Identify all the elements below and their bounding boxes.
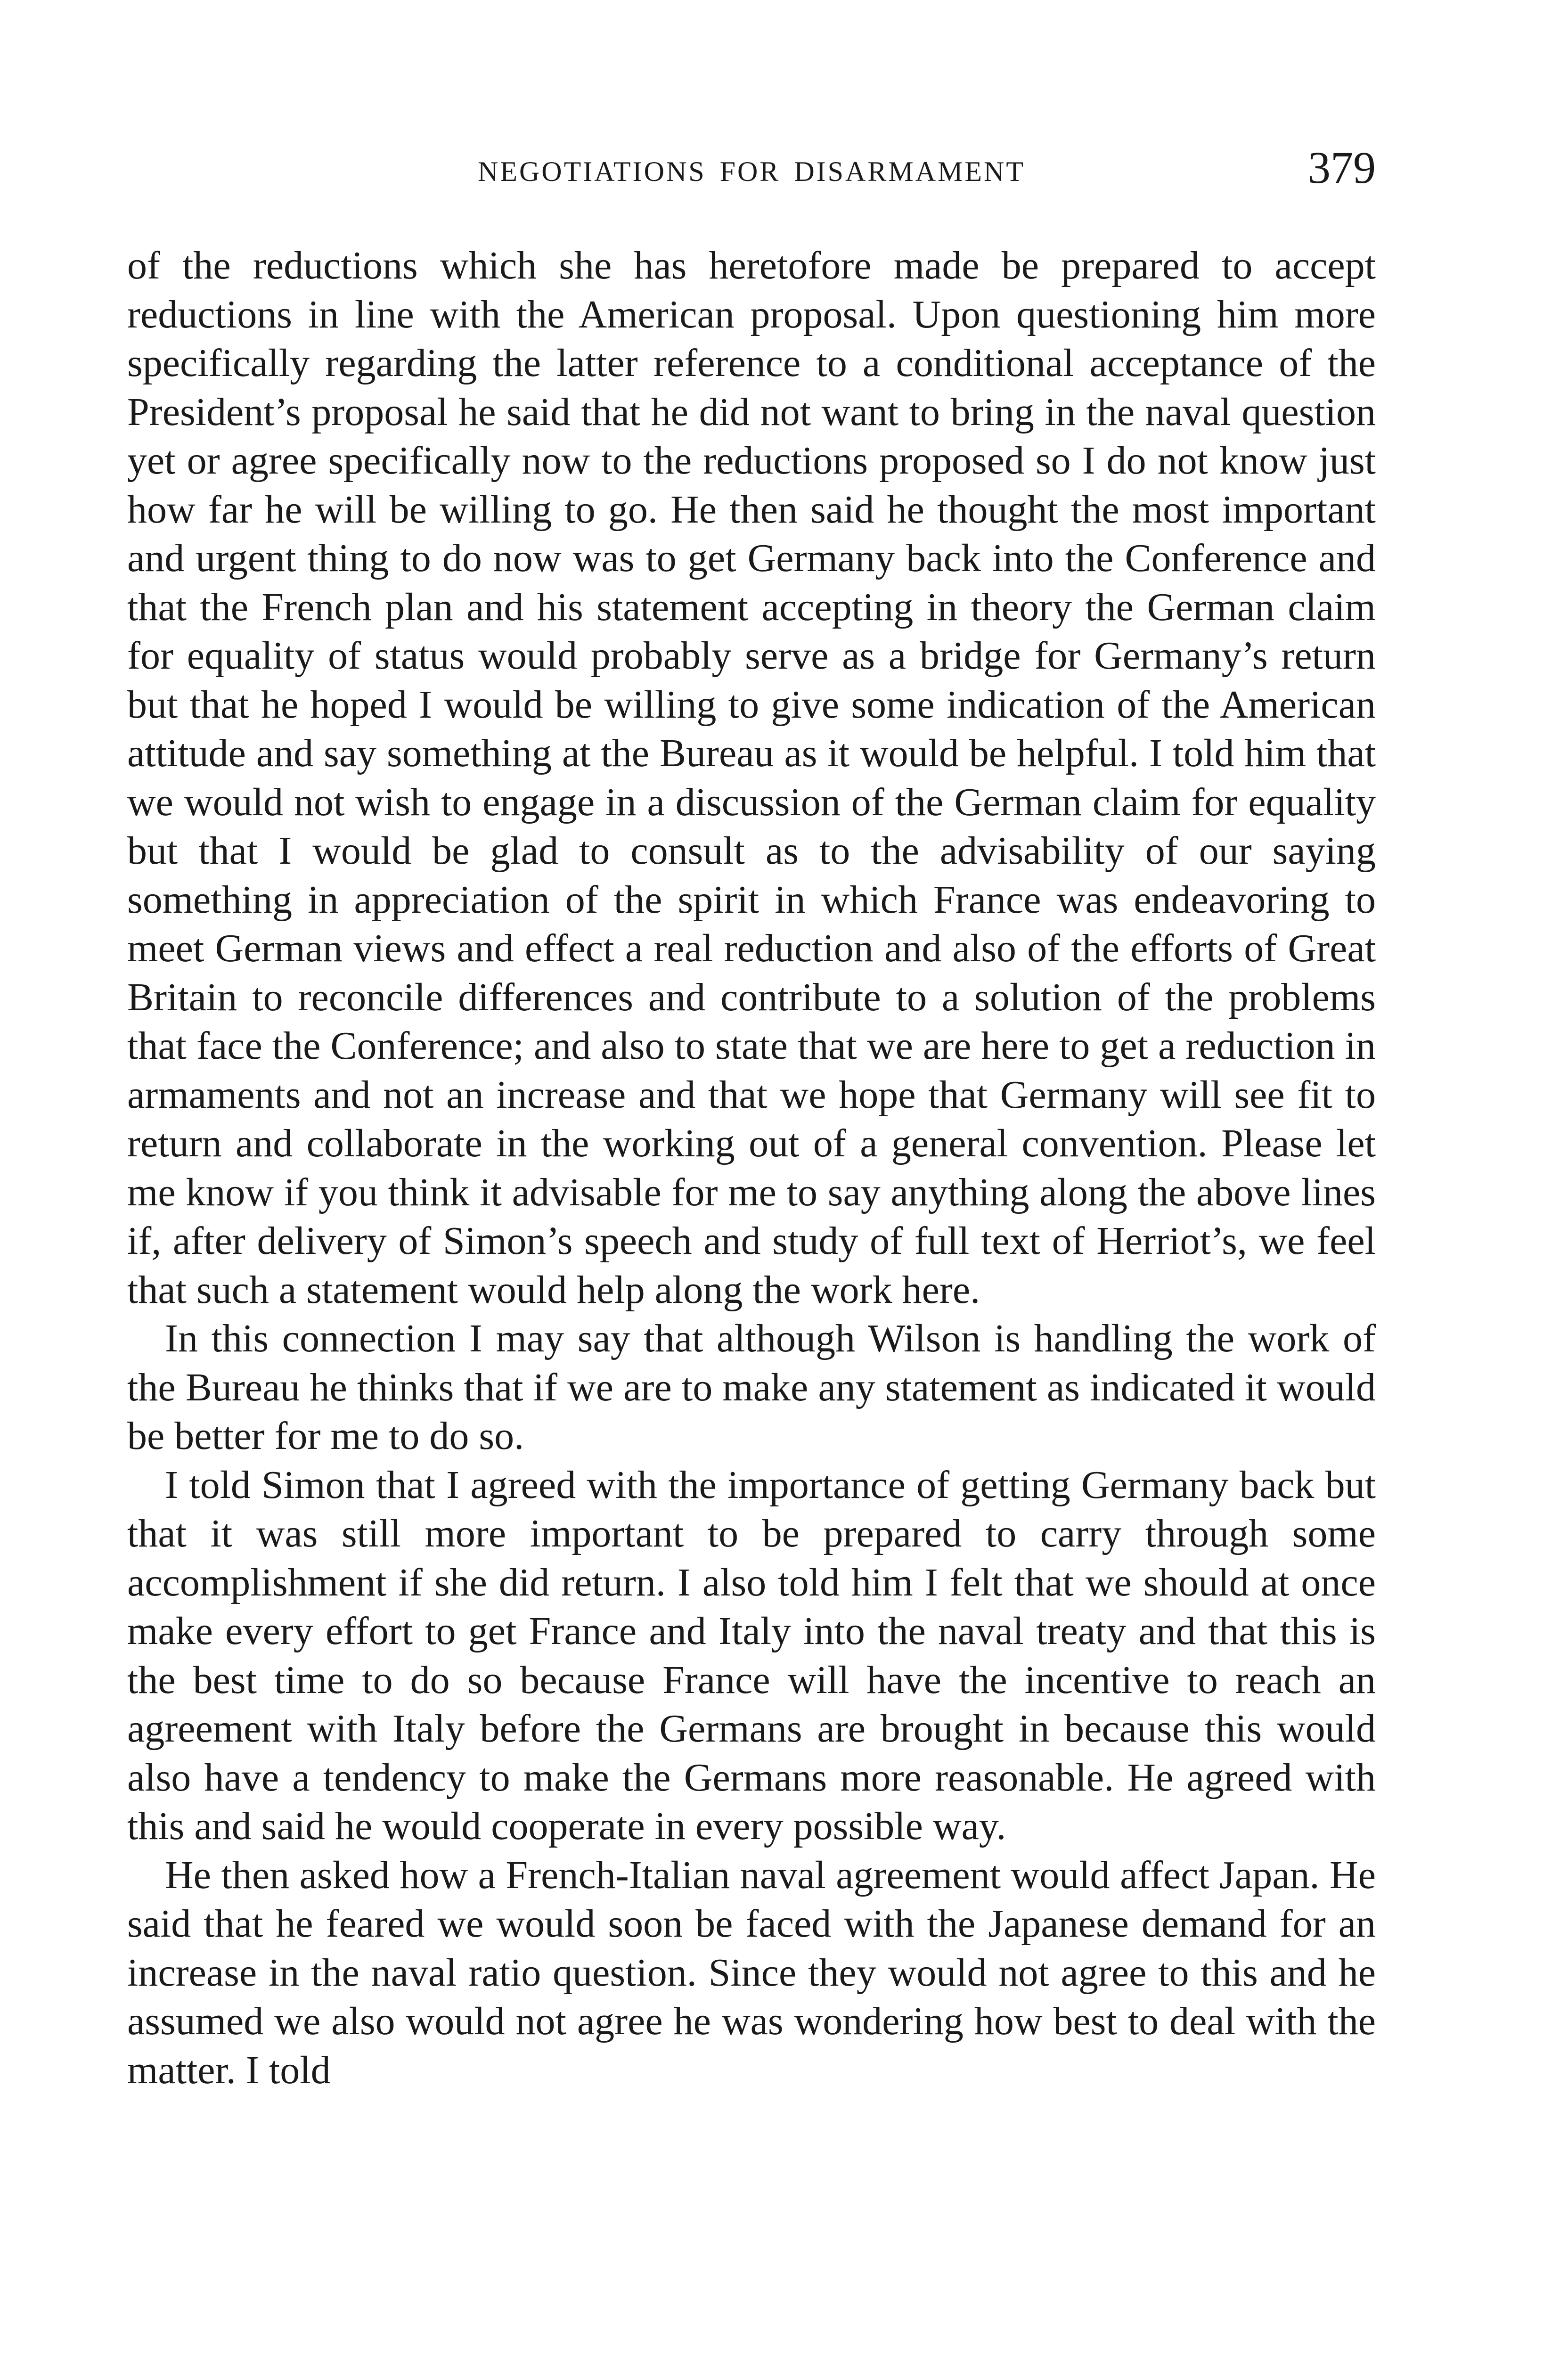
paragraph-germany-naval-treaty: I told Simon that I agreed with the importance of getting Germany back but that it was still more important to be prepared to carry through some accomplishment if she did return. I also told him I felt that we should at once make every effort to get France and Italy into the naval treaty and that this is the best time to do so because France will have the incentive to reach an agreement with Italy before the Germans are brought in because this would also have a tendency to make the Germans more reasonable. He agreed with this and said he would cooperate in every possible way.	[127, 1463, 1376, 1848]
paragraph-japan-naval-ratio: He then asked how a French-Italian naval agreement would affect Japan. He said that he feared we would soon be faced with the Japanese demand for an increase in the naval ratio question. Since they would not agree to this and he assumed we also would not agree he was wondering how best to deal with the matter. I told	[127, 1853, 1376, 2092]
running-title: NEGOTIATIONS FOR DISARMAMENT	[477, 156, 1026, 187]
running-head	[127, 141, 1376, 198]
body-text	[127, 241, 1376, 2094]
paragraph-wilson-statement: In this connection I may say that although Wilson is handling the work of the Bureau he thinks that if we are to make any statement as indicated it would be better for me to do so.	[127, 1317, 1376, 1458]
paragraph-continued: of the reductions which she has heretofore made be prepared to accept reductions in line with the American proposal. Upon questioning him more specifically regarding the latter reference to a conditional acceptance of the President’s proposal he said that he did not want to bring in the naval question yet or agree specifically now to the reductions proposed so I do not know just how far he will be willing to go. He then said he thought the most important and urgent thing to do now was to get Germany back into the Conference and that the French plan and his statement accepting in theory the German claim for equality of status would probably serve as a bridge for Germany’s return but that he hoped I would be willing to give some indication of the American attitude and say something at the Bureau as it would be helpful. I told him that we would not wish to engage in a discussion of the German claim for equality but that I would be glad to consult as to the advisability of our saying something in appreciation of the spirit in which France was endeavoring to meet German views and effect a real reduction and also of the efforts of Great Britain to reconcile differences and contribute to a solution of the problems that face the Conference; and also to state that we are here to get a reduction in armaments and not an increase and that we hope that Germany will see fit to return and collaborate in the working out of a general convention. Please let me know if you think it advisable for me to say anything along the above lines if, after delivery of Simon’s speech and study of full text of Herriot’s, we feel that such a statement would help along the work here.	[127, 244, 1376, 1312]
page-number: 379	[1308, 142, 1376, 193]
